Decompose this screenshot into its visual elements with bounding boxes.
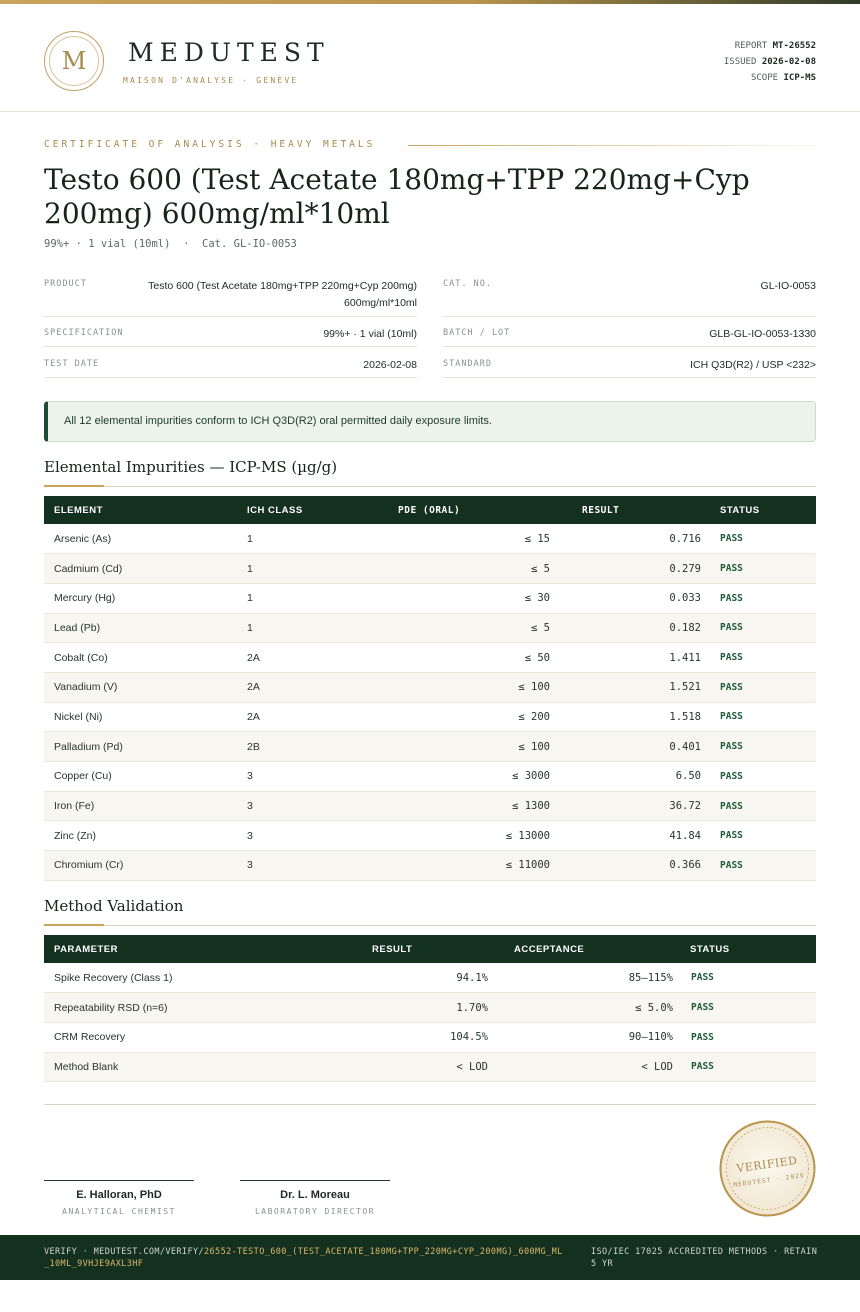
pde-cell: ≤ 3000 bbox=[384, 762, 564, 792]
col-header-acceptance: ACCEPTANCE bbox=[514, 943, 585, 955]
info-standard-value: ICH Q3D(R2) / USP <232> bbox=[690, 359, 816, 371]
parameter-cell: Method Blank bbox=[44, 1052, 354, 1082]
element-cell: Nickel (Ni) bbox=[44, 702, 237, 732]
status-pass-badge: PASS bbox=[710, 672, 816, 702]
signatory-name: Dr. L. Moreau bbox=[280, 1189, 350, 1201]
acceptance-cell: ≤ 5.0% bbox=[496, 993, 681, 1023]
result-cell: 36.72 bbox=[564, 791, 710, 821]
pde-cell: ≤ 13000 bbox=[384, 821, 564, 851]
info-batch-label: BATCH / LOT bbox=[443, 328, 511, 338]
scope-line bbox=[724, 70, 816, 86]
element-cell: Vanadium (V) bbox=[44, 672, 237, 702]
element-cell: Iron (Fe) bbox=[44, 791, 237, 821]
table-row bbox=[44, 821, 816, 851]
impurities-section-accent bbox=[44, 485, 104, 487]
stamp-word: VERIFIED bbox=[735, 1153, 799, 1176]
table-row bbox=[44, 963, 816, 993]
pde-cell: ≤ 100 bbox=[384, 732, 564, 762]
signature-block-chemist bbox=[44, 1180, 194, 1216]
status-pass-badge: PASS bbox=[710, 821, 816, 851]
ich-class-cell: 3 bbox=[237, 821, 384, 851]
verified-stamp bbox=[719, 1120, 816, 1217]
signatory-role: LABORATORY DIRECTOR bbox=[254, 1207, 375, 1216]
pde-cell: ≤ 15 bbox=[384, 524, 564, 554]
result-cell: < LOD bbox=[354, 1052, 496, 1082]
ich-class-cell: 2B bbox=[237, 732, 384, 762]
table-row bbox=[44, 762, 816, 792]
ich-class-cell: 1 bbox=[237, 554, 384, 584]
pde-cell: ≤ 5 bbox=[384, 613, 564, 643]
brand-seal-letter: M bbox=[49, 36, 99, 86]
result-cell: 104.5% bbox=[354, 1022, 496, 1052]
ich-class-cell: 1 bbox=[237, 613, 384, 643]
status-pass-badge: PASS bbox=[710, 583, 816, 613]
brand-name: MEDUTEST bbox=[128, 38, 330, 67]
impurities-header-row bbox=[44, 496, 816, 524]
content-end-rule bbox=[44, 1104, 816, 1105]
product-subtitle: 99%+ · 1 vial (10ml) · Cat. GL-IO-0053 bbox=[44, 238, 297, 250]
validation-section-rule bbox=[44, 925, 816, 926]
result-cell: 94.1% bbox=[354, 963, 496, 993]
result-cell: 6.50 bbox=[564, 762, 710, 792]
status-pass-badge: PASS bbox=[710, 851, 816, 881]
result-cell: 0.401 bbox=[564, 732, 710, 762]
info-spec-label: SPECIFICATION bbox=[44, 328, 124, 338]
col-header-pde: PDE (ORAL) bbox=[398, 504, 461, 516]
status-pass-badge: PASS bbox=[681, 963, 816, 993]
status-pass-badge: PASS bbox=[710, 732, 816, 762]
pde-cell: ≤ 30 bbox=[384, 583, 564, 613]
result-cell: 0.716 bbox=[564, 524, 710, 554]
verify-prefix: VERIFY · MEDUTEST.COM/VERIFY/ bbox=[44, 1247, 205, 1257]
impurities-section-rule bbox=[44, 486, 816, 487]
ich-class-cell: 3 bbox=[237, 762, 384, 792]
status-pass-badge: PASS bbox=[681, 993, 816, 1023]
report-number-value: MT-26552 bbox=[772, 41, 816, 51]
result-cell: 1.70% bbox=[354, 993, 496, 1023]
impurities-table bbox=[44, 496, 816, 881]
signatory-name: E. Halloran, PhD bbox=[76, 1189, 162, 1201]
result-cell: 1.518 bbox=[564, 702, 710, 732]
ich-class-cell: 3 bbox=[237, 791, 384, 821]
issued-date-label: ISSUED bbox=[723, 57, 757, 67]
table-row bbox=[44, 672, 816, 702]
table-row bbox=[44, 1022, 816, 1052]
col-header-parameter: PARAMETER bbox=[54, 943, 118, 955]
report-header bbox=[0, 4, 860, 112]
pde-cell: ≤ 50 bbox=[384, 643, 564, 673]
status-pass-badge: PASS bbox=[710, 613, 816, 643]
status-pass-badge: PASS bbox=[710, 702, 816, 732]
validation-section-title: Method Validation bbox=[44, 897, 184, 915]
element-cell: Cadmium (Cd) bbox=[44, 554, 237, 584]
info-cat-value: GL-IO-0053 bbox=[760, 280, 816, 292]
signature-block-director bbox=[240, 1180, 390, 1216]
report-footer bbox=[0, 1235, 860, 1280]
result-cell: 41.84 bbox=[564, 821, 710, 851]
element-cell: Mercury (Hg) bbox=[44, 583, 237, 613]
certificate-eyebrow: CERTIFICATE OF ANALYSIS · HEAVY METALS bbox=[44, 139, 376, 150]
col-header-element: ELEMENT bbox=[54, 504, 103, 516]
issued-date-value: 2026-02-08 bbox=[761, 57, 816, 67]
table-row bbox=[44, 554, 816, 584]
status-pass-badge: PASS bbox=[710, 524, 816, 554]
status-pass-badge: PASS bbox=[710, 791, 816, 821]
result-cell: 1.521 bbox=[564, 672, 710, 702]
info-product-line2: 600mg/ml*10ml bbox=[344, 297, 417, 309]
result-cell: 0.279 bbox=[564, 554, 710, 584]
info-product-row bbox=[44, 274, 417, 317]
info-date-value: 2026-02-08 bbox=[363, 359, 417, 371]
status-pass-badge: PASS bbox=[681, 1052, 816, 1082]
element-cell: Copper (Cu) bbox=[44, 762, 237, 792]
pde-cell: ≤ 5 bbox=[384, 554, 564, 584]
status-pass-badge: PASS bbox=[681, 1022, 816, 1052]
info-cat-row bbox=[443, 274, 816, 317]
report-number-label: REPORT bbox=[734, 41, 768, 51]
col-header-status: STATUS bbox=[720, 504, 760, 516]
conformance-banner bbox=[44, 401, 816, 442]
brand-tagline: MAISON D'ANALYSE · GENÈVE bbox=[123, 76, 299, 85]
scope-label: SCOPE bbox=[750, 73, 779, 83]
signatory-role: ANALYTICAL CHEMIST bbox=[62, 1207, 176, 1216]
table-row bbox=[44, 643, 816, 673]
validation-section-accent bbox=[44, 924, 104, 926]
ich-class-cell: 2A bbox=[237, 672, 384, 702]
signature-line bbox=[44, 1180, 194, 1181]
pde-cell: ≤ 100 bbox=[384, 672, 564, 702]
impurities-section-title: Elemental Impurities — ICP-MS (µg/g) bbox=[44, 458, 338, 476]
ich-class-cell: 2A bbox=[237, 702, 384, 732]
table-row bbox=[44, 791, 816, 821]
table-row bbox=[44, 1052, 816, 1082]
info-standard-label: STANDARD bbox=[443, 359, 492, 369]
ich-class-cell: 2A bbox=[237, 643, 384, 673]
element-cell: Palladium (Pd) bbox=[44, 732, 237, 762]
acceptance-cell: < LOD bbox=[496, 1052, 681, 1082]
element-cell: Zinc (Zn) bbox=[44, 821, 237, 851]
verify-link[interactable] bbox=[44, 1246, 564, 1270]
pde-cell: ≤ 11000 bbox=[384, 851, 564, 881]
stamp-ring-text: MEDUTEST · 2026 bbox=[732, 1171, 806, 1189]
info-batch-row bbox=[443, 317, 816, 347]
validation-header-row bbox=[44, 935, 816, 963]
col-header-ich-class: ICH CLASS bbox=[247, 504, 303, 516]
col-header-val-status: STATUS bbox=[690, 943, 730, 955]
info-product-value bbox=[148, 278, 417, 312]
accreditation-note: ISO/IEC 17025 ACCREDITED METHODS · RETAIN 5 YR bbox=[591, 1247, 818, 1269]
ich-class-cell: 1 bbox=[237, 524, 384, 554]
table-row bbox=[44, 524, 816, 554]
parameter-cell: Spike Recovery (Class 1) bbox=[44, 963, 354, 993]
info-date-row bbox=[44, 348, 417, 378]
ich-class-cell: 1 bbox=[237, 583, 384, 613]
table-row bbox=[44, 993, 816, 1023]
conformance-banner-text: All 12 elemental impurities conform to ICH Q3D(R2) oral permitted daily exposure limits. bbox=[64, 415, 492, 427]
info-cat-label: CAT. NO. bbox=[443, 279, 492, 289]
info-spec-value: 99%+ · 1 vial (10ml) bbox=[323, 328, 417, 340]
parameter-cell: CRM Recovery bbox=[44, 1022, 354, 1052]
product-title: Testo 600 (Test Acetate 180mg+TPP 220mg+Cyp 200mg) 600mg/ml*10ml bbox=[44, 163, 750, 230]
table-row bbox=[44, 732, 816, 762]
signature-line bbox=[240, 1180, 390, 1181]
ich-class-cell: 3 bbox=[237, 851, 384, 881]
result-cell: 0.182 bbox=[564, 613, 710, 643]
table-row bbox=[44, 613, 816, 643]
table-row bbox=[44, 851, 816, 881]
result-cell: 0.033 bbox=[564, 583, 710, 613]
info-date-label: TEST DATE bbox=[44, 359, 100, 369]
result-cell: 1.411 bbox=[564, 643, 710, 673]
table-row bbox=[44, 702, 816, 732]
status-pass-badge: PASS bbox=[710, 643, 816, 673]
status-pass-badge: PASS bbox=[710, 554, 816, 584]
report-meta bbox=[724, 38, 816, 86]
col-header-result: RESULT bbox=[582, 504, 620, 516]
acceptance-cell: 85–115% bbox=[496, 963, 681, 993]
col-header-val-result: RESULT bbox=[372, 943, 413, 955]
pde-cell: ≤ 1300 bbox=[384, 791, 564, 821]
element-cell: Chromium (Cr) bbox=[44, 851, 237, 881]
info-product-label: PRODUCT bbox=[44, 279, 87, 289]
issued-date-line bbox=[724, 54, 816, 70]
report-number-line bbox=[724, 38, 816, 54]
element-cell: Cobalt (Co) bbox=[44, 643, 237, 673]
info-batch-value: GLB-GL-IO-0053-1330 bbox=[709, 328, 816, 340]
scope-value: ICP-MS bbox=[783, 73, 816, 83]
verify-url: 26552-TESTO_600_(TEST_ACETATE_180MG+TPP_220MG+CYP_200MG)_600MG_ML_10ML_9VHJE9AXL3HF bbox=[44, 1247, 563, 1269]
validation-table bbox=[44, 935, 816, 1082]
eyebrow-divider bbox=[408, 145, 816, 146]
acceptance-cell: 90–110% bbox=[496, 1022, 681, 1052]
element-cell: Arsenic (As) bbox=[44, 524, 237, 554]
brand-seal-logo bbox=[44, 31, 104, 91]
info-standard-row bbox=[443, 348, 816, 378]
table-row bbox=[44, 583, 816, 613]
status-pass-badge: PASS bbox=[710, 762, 816, 792]
result-cell: 0.366 bbox=[564, 851, 710, 881]
pde-cell: ≤ 200 bbox=[384, 702, 564, 732]
parameter-cell: Repeatability RSD (n=6) bbox=[44, 993, 354, 1023]
element-cell: Lead (Pb) bbox=[44, 613, 237, 643]
info-product-line1: Testo 600 (Test Acetate 180mg+TPP 220mg+Cyp 200mg) bbox=[148, 280, 417, 292]
info-spec-row bbox=[44, 317, 417, 347]
